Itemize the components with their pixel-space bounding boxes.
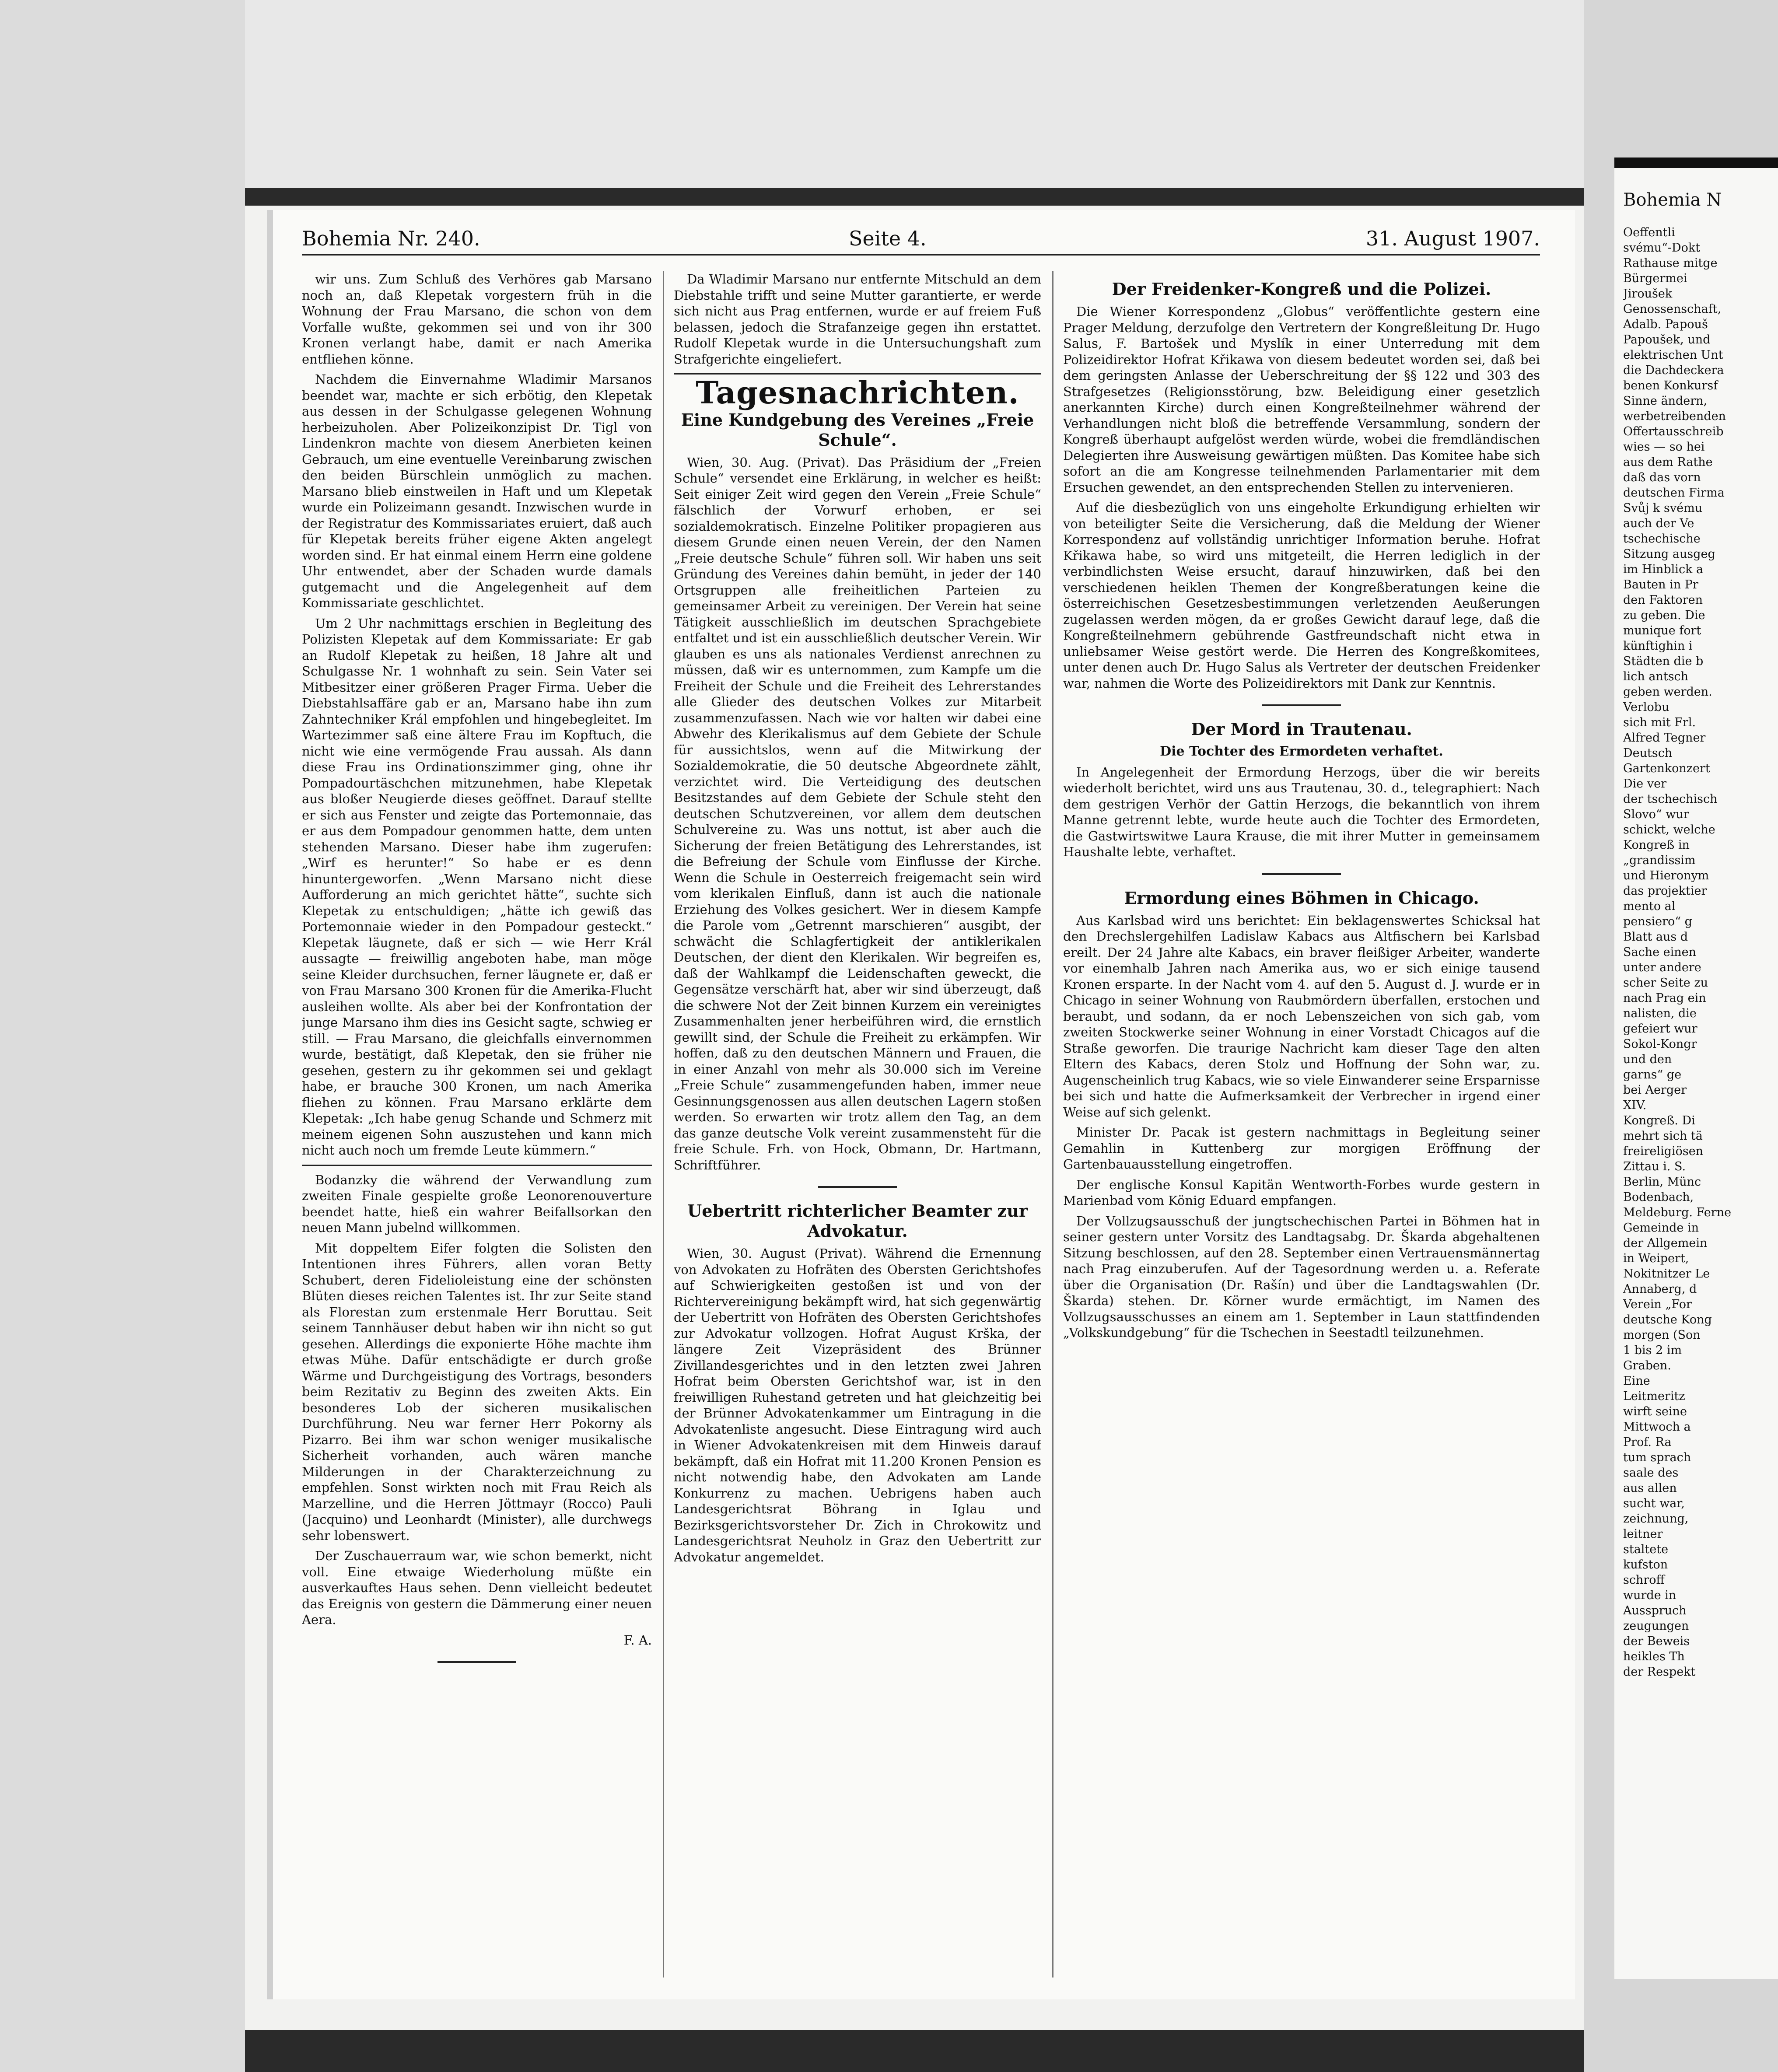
article-title: Ermordung eines Böhmen in Chicago. xyxy=(1124,888,1479,908)
article-paragraph: Die Wiener Korrespondenz „Globus“ veröffentlichte gestern eine Prager Meldung, derzufolge den Vertretern der Kongreßleitung Dr. Hugo Salus, F. Bartošek und Myslík in einer Unterredung mit dem Polizeidirektor Hofrat Křikawa von diesem bedeutet worden sei, daß bei dem geringsten Anlasse der Ueberschreitung der §§ 122 und 303 des Strafgesetzes (Religionsstörung, bzw. Beleidigung einer gesetzlich anerkannten Kirche) durch einen Kongreßteilnehmer während der Verhandlungen nicht bloß die betreffende Versammlung, sondern der Kongreß überhaupt aufgelöst werden würde, wobei die fremdländischen Delegierten ihre Ausweisung gewärtigen müßten. Das Komitee habe sich sofort an die am Kongresse teilnehmenden Parlamentarier mit dem Ersuchen gewendet, an den entsprechenden Stellen zu intervenieren. xyxy=(1063,304,1540,495)
feuilleton-signature: F. A. xyxy=(623,1632,652,1648)
facing-page xyxy=(1614,158,1778,1979)
page-fold-shadow xyxy=(267,210,273,1999)
article-title: Uebertritt richterlicher Beamter zur Advokatur. xyxy=(687,1201,1028,1241)
scan-background-top xyxy=(0,0,1778,188)
header-page-number: Seite 4. xyxy=(849,227,927,250)
facing-page-text: Oeffentli svému“-Dokt Rathause mitge Bürgermei Jiroušek Genossenschaft, Adalb. Papouš Papoušek, und elektrischen Unt die Dachdeckera benen Konkursf Sinne ändern, werbetreibenden Offertausschreib wies — so hei aus dem Rathe daß das vorn deutschen Firma Svůj k svému auch der Ve tschechische Sitzung ausgeg im Hinblick a Bauten in Pr den Faktoren zu geben. Die munique fort künftighin i Städten die b lich antsch geben werden. Verlobu sich mit Frl. Alfred Tegner Deutsch Gartenkonzert Die ver der tschechisch Slovo“ wur schickt, welche Kongreß in „grandissim und Hieronym das projektier mento al pensiero“ g Blatt aus d Sache einen unter andere scher Seite zu nach Prag ein nalisten, die gefeiert wur Sokol-Kongr und den garns“ ge bei Aerger XIV. Kongreß. Di mehrt sich tä freireligiösen Zittau i. S. Berlin, Münc Bodenbach, Meldeburg. Ferne Gemeinde in der Allgemein in Weipert, Nokitnitzer Le Annaberg, d Verein „For deutsche Kong morgen (Son 1 bis 2 im Graben. Eine Leitmeritz wirft seine Mittwoch a Prof. Ra tum sprach saale des aus allen sucht war, zeichnung, leitner staltete kufston schroff wurde in Ausspruch zeugungen der Beweis heikles Th der Respekt xyxy=(1623,226,1732,1679)
column-3 xyxy=(1063,271,1540,1956)
scan-background-left xyxy=(0,0,245,2072)
feuilleton-paragraph: Der Zuschauerraum war, wie schon bemerkt, nicht voll. Eine etwaige Wiederholung müßte ein ausverkauftes Haus sehen. Denn vielleicht bedeutet das Ereignis von gestern die Dämmerung einer neuen Aera. xyxy=(302,1548,652,1627)
newspaper-page xyxy=(267,210,1575,1999)
article-divider xyxy=(1262,873,1341,875)
article-paragraph: Auf die diesbezüglich von uns eingeholte Erkundigung erhielten wir von beteiligter Seite die Versicherung, daß die Meldung der Wiener Korrespondenz auf vollständig unrichtiger Information beruhe. Hofrat Křikawa habe, so wird uns mitgeteilt, die Herren lediglich in der verbindlichsten Weise ersucht, darauf hinzuwirken, daß bei den verschiedenen heiklen Themen der Kongreßberatungen keine die österreichischen Gesetzesbestimmungen verletzenden Aeußerungen zugelassen werden mögen, da er großes Gewicht darauf lege, daß die Kongreßteilnehmern gebührende Gastfreundschaft nicht etwa in unliebsamer Weise gestört werde. Die Herren des Kongreßkomitees, unter denen auch Dr. Hugo Salus als Vertreter der deutschen Freidenker war, nahmen die Worte des Polizeidirektors mit Dank zur Kenntnis. xyxy=(1063,500,1540,691)
article-title: Der Mord in Trautenau. xyxy=(1191,719,1412,739)
page-header xyxy=(302,223,1540,256)
column-2 xyxy=(674,271,1041,1956)
section-divider xyxy=(302,1165,652,1166)
article-paragraph: Der Vollzugsausschuß der jungtschechischen Partei in Böhmen hat in seiner gestern unter Vorsitz des Landtagsabg. Dr. Škarda abgehaltenen Sitzung beschlossen, auf den 28. September einen Vertrauensmännertag nach Prag einzuberufen. Auf der Tagesordnung werden u. a. Referate über die Organisation (Dr. Rašín) und über die Landtagswahlen (Dr. Škarda) stehen. Dr. Körner wurde ermächtigt, im Namen des Vollzugsausschusses an einem am 1. September in Laun stattfindenden „Volkskundgebung“ für die Tschechen in Seestadtl teilzunehmen. xyxy=(1063,1213,1540,1340)
article-paragraph: Der englische Konsul Kapitän Wentworth-Forbes wurde gestern in Marienbad vom König Eduard empfangen. xyxy=(1063,1177,1540,1208)
column-rule xyxy=(1052,271,1054,1978)
end-rule xyxy=(438,1661,516,1663)
facing-page-header: Bohemia N xyxy=(1623,190,1722,210)
column-1 xyxy=(302,271,652,1956)
article-title: Der Freidenker-Kongreß und die Polizei. xyxy=(1112,279,1491,299)
article-paragraph: Minister Dr. Pacak ist gestern nachmittags in Begleitung seiner Gemahlin in Kuttenberg zur morgigen Eröffnung der Gartenbauausstellung eingetroffen. xyxy=(1063,1125,1540,1172)
section-title: Tagesnachrichten. xyxy=(696,374,1019,411)
article-divider xyxy=(818,1186,897,1188)
article-paragraph: Aus Karlsbad wird uns berichtet: Ein beklagenswertes Schicksal hat den Drechslergehilfen Ladislaw Kabacs aus Altfischern bei Karlsbad ereilt. Der 24 Jahre alte Kabacs, ein braver fleißiger Arbeiter, wanderte vor einemhalb Jahren nach Amerika aus, wo er sich einige tausend Kronen ersparte. In der Nacht vom 4. auf den 5. August d. J. wurde er in Chicago in seiner Wohnung von Raubmördern überfallen, erstochen und beraubt, und sodann, da er noch Lebenszeichen von sich gab, vom zweiten Stockwerke seiner Wohnung in einer Vorstadt Chicagos auf die Straße geworfen. Die traurige Nachricht kam dieser Tage den alten Eltern des Kabacs, deren Stolz und Hoffnung der Sohn war, zu. Augenscheinlich trug Kabacs, wie so viele Einwanderer seine Ersparnisse bei sich und hatte die Aufmerksamkeit der Verbrecher in irgend einer Weise auf sich gelenkt. xyxy=(1063,913,1540,1120)
article-paragraph: In Angelegenheit der Ermordung Herzogs, über die wir bereits wiederholt berichtet, wird uns aus Trautenau, 30. d., telegraphiert: Nach dem gestrigen Verhör der Gattin Herzogs, die bekanntlich von ihrem Manne getrennt lebte, wurde heute auch die Tochter des Ermordeten, die Gastwirtswitwe Laura Krause, die mit ihrer Mutter in gemeinsamem Haushalte lebte, verhaftet. xyxy=(1063,764,1540,859)
article-divider xyxy=(1262,704,1341,706)
feuilleton-paragraph: Bodanzky die während der Verwandlung zum zweiten Finale gespielte große Leonorenouverture beendet hatte, hieß ein wahrer Beifallsorkan den neuen Mann jubelnd willkommen. xyxy=(302,1172,652,1235)
article-paragraph: Wien, 30. August (Privat). Während die Ernennung von Advokaten zu Hofräten des Obersten Gerichtshofes auf Schwierigkeiten gestoßen ist und von der Richtervereinigung bekämpft wird, hat sich gegenwärtig der Uebertritt von Hofräten des Obersten Gerichtshofes zur Advokatur vollzogen. Hofrat August Krška, der längere Zeit Vizepräsident des Brünner Zivillandesgerichtes und in den letzten zwei Jahren Hofrat beim Obersten Gerichtshof war, ist in den freiwilligen Ruhestand getreten und hat gleichzeitig bei der Brünner Advokatenkammer um Eintragung in die Advokatenliste angesucht. Diese Eintragung wird auch in Wiener Advokatenkreisen mit dem Hinweis darauf bekämpft, daß ein Hofrat mit 11.200 Kronen Pension es nicht notwendig habe, den Advokaten am Lande Konkurrenz zu machen. Uebrigens haben auch Landesgerichtsrat Böhrang in Iglau und Bezirksgerichtsvorsteher Dr. Zich in Chrokowitz und Landesgerichtsrat Neuholz in Graz den Uebertritt zur Advokatur angemeldet. xyxy=(674,1246,1041,1564)
header-date: 31. August 1907. xyxy=(1365,227,1540,250)
article-paragraph: Nachdem die Einvernahme Wladimir Marsanos beendet war, machte er sich erbötig, den Klepetak aus dessen in der Schulgasse gelegenen Wohnung herbeizuholen. Aber Polizeikonzipist Dr. Tigl von Lindenkron machte von diesem Anerbieten keinen Gebrauch, um eine eventuelle Vereinbarung zwischen den beiden Bürschlein unmöglich zu machen. Marsano blieb einstweilen in Haft und um Klepetak wurde ein Polizeimann gesandt. Inzwischen wurde in der Registratur des Kommissariates eruiert, daß auch für Klepetak bereits früher eigene Akten angelegt worden sind. Er hat einmal einem Herrn eine goldene Uhr entwendet, aber der Schaden wurde damals gutgemacht und die Angelegenheit auf dem Kommissariate geschlichtet. xyxy=(302,372,652,610)
article-paragraph: Wien, 30. Aug. (Privat). Das Präsidium der „Freien Schule“ versendet eine Erklärung, in welcher es heißt: Seit einiger Zeit wird gegen den Verein „Freie Schule“ fälschlich der Vorwurf erhoben, er sei sozialdemokratisch. Einzelne Politiker propagieren aus diesem Grunde einen neuen Verein, der den Namen „Freie deutsche Schule“ führen soll. Wir haben uns seit Gründung des Vereines dahin bemüht, in jeder der 140 Ortsgruppen alle freiheitlichen Parteien zu gemeinsamer Arbeit zu vereinigen. Der Verein hat seine Tätigkeit ausschließlich im deutschen Sprachgebiete entfaltet und ist ein ausschließlich deutscher Verein. Wir glauben es uns als nationales Verdienst anrechnen zu müssen, daß wir es unternommen, zum Kampfe um die Freiheit der Schule und die Freiheit des Lehrerstandes alle Glieder des deutschen Volkes zur Mitarbeit zusammenzufassen. Nach wie vor halten wir dabei eine Abwehr des Klerikalismus auf dem Gebiete der Schule für aussichtslos, wenn auf die Mitwirkung der Sozialdemokratie, die 50 deutsche Abgeordnete zählt, verzichtet wird. Die Verteidigung des deutschen Besitzstandes auf dem Gebiete der Schule steht den deutschen Schutzvereinen, vor allem dem deutschen Schulvereine zu. Was uns nottut, ist aber auch die Sicherung der freien Betätigung des Lehrerstandes, ist die Befreiung der Schule vom Einflusse der Kirche. Wenn die Schule in Oesterreich freigemacht sein wird vom klerikalen Einfluß, dann ist auch die nationale Erziehung des Volkes gesichert. Wer in diesem Kampfe die Parole vom „Getrennt marschieren“ ausgibt, der schwächt die Schlagfertigkeit der antiklerikalen Deutschen, der dient den Klerikalen. Wir begreifen es, daß der Wahlkampf die Leidenschaften geweckt, die Gegensätze verschärft hat, aber wir sind überzeugt, daß die schwere Not der Zeit binnen Kurzem ein vereinigtes Zusammenhalten jener herbeiführen wird, die ernstlich gewillt sind, der Schule die Freiheit zu erkämpfen. Wir hoffen, daß zu den deutschen Männern und Frauen, die in einer Anzahl von mehr als 30.000 sich im Vereine „Freie Schule“ zusammengefunden haben, immer neue Gesinnungsgenossen aus allen deutschen Lagern stoßen werden. So erwarten wir trotz allem den Tag, an dem das ganze deutsche Volk vereint zusammensteht für die freie Schule. Frh. von Hock, Obmann, Dr. Hartmann, Schriftführer. xyxy=(674,455,1041,1172)
article-subtitle: Die Tochter des Ermordeten verhaftet. xyxy=(1160,744,1443,759)
article-paragraph: wir uns. Zum Schluß des Verhöres gab Marsano noch an, daß Klepetak vorgestern früh in die Wohnung der Frau Marsano, die schon von dem Vorfalle wußte, gekommen sei und von ihr 300 Kronen verlangt habe, damit er nach Amerika entfliehen könne. xyxy=(302,272,652,367)
column-rule xyxy=(663,271,664,1978)
header-paper-issue: Bohemia Nr. 240. xyxy=(302,227,480,250)
article-paragraph: Da Wladimir Marsano nur entfernte Mitschuld an dem Diebstahle trifft und seine Mutter garantierte, er werde sich nicht aus Prag entfernen, wurde er auf freiem Fuß belassen, jedoch die Strafanzeige gegen ihn erstattet. Rudolf Klepetak wurde in die Untersuchungshaft zum Strafgerichte eingeliefert. xyxy=(674,272,1041,367)
feuilleton-paragraph: Mit doppeltem Eifer folgten die Solisten den Intentionen ihres Führers, allen voran Betty Schubert, deren Fidelioleistung eine der schönsten Blüten dieses reichen Talentes ist. Ihr zur Seite stand als Florestan zum erstenmale Herr Boruttau. Seit seinem Tannhäuser debut haben wir ihn nicht so gut gesehen. Allerdings die exponierte Höhe machte ihm etwas Mühe. Dafür entschädigte er durch große Wärme und Durchgeistigung des Vortrags, besonders beim Rezitativ zu Beginn des zweiten Akts. Ein besonderes Lob der sicheren musikalischen Durchführung. Neu war ferner Herr Pokorny als Pizarro. Bei ihm war schon weniger musikalische Sicherheit vorhanden, auch wären manche Milderungen in der Charakterzeichnung zu empfehlen. Sonst wirkten noch mit Frau Reich als Marzelline, und die Herren Jöttmayr (Rocco) Pauli (Jacquino) und Leonhardt (Minister), alle durchwegs sehr lobenswert. xyxy=(302,1240,652,1543)
article-title: Eine Kundgebung des Vereines „Freie Schule“. xyxy=(681,410,1034,450)
article-paragraph: Um 2 Uhr nachmittags erschien in Begleitung des Polizisten Klepetak auf dem Kommissariate: Er gab an Rudolf Klepetak zu heißen, 18 Jahre alt und Schulgasse Nr. 1 wohnhaft zu sein. Sein Vater sei Mitbesitzer einer größeren Prager Firma. Ueber die Diebstahlsaffäre gab er an, Marsano habe ihn zum Zahntechniker Král empfohlen und hingebegleitet. Im Wartezimmer saß eine ältere Frau im Kopftuch, die nicht wie eine vermögende Frau aussah. Als dann diese Frau ins Ordinationszimmer ging, ohne ihr Pompadourtäschchen mitzunehmen, habe Klepetak aus bloßer Neugierde dieses geöffnet. Darauf stellte er sich aus Fenster und zeigte das Portemonnaie, das er aus dem Pompadour genommen hatte, dem unten stehenden Marsano. Dieser habe ihm zugerufen: „Wirf es herunter!“ So habe er es denn hinuntergeworfen. „Wenn Marsano nicht diese Aufforderung an mich gerichtet hätte“, suchte sich Klepetak zu entschuldigen; „hätte ich gewiß das Portemonnaie wieder in den Pompadour gesteckt.“ Klepetak läugnete, daß er sich — wie Herr Král aussagte — freiwillig angeboten habe, man möge seine Kleider durchsuchen, ferner läugnete er, daß er von Frau Marsano 300 Kronen für die Amerika-Flucht ausleihen wollte. Als aber bei der Konfrontation der junge Marsano ihm dies ins Gesicht sagte, schwieg er still. — Frau Marsano, die gleichfalls einvernommen wurde, bestätigt, daß Klepetak, den sie früher nie gesehen, gestern zu ihr gekommen sei und geklagt habe, er brauche 300 Kronen, um nach Amerika fliehen zu können. Frau Marsano erklärte dem Klepetak: „Ich habe genug Schande und Schmerz mit meinem eigenen Sohn auszustehen und kann mich nicht auch noch um fremde Leute kümmern.“ xyxy=(302,616,652,1158)
